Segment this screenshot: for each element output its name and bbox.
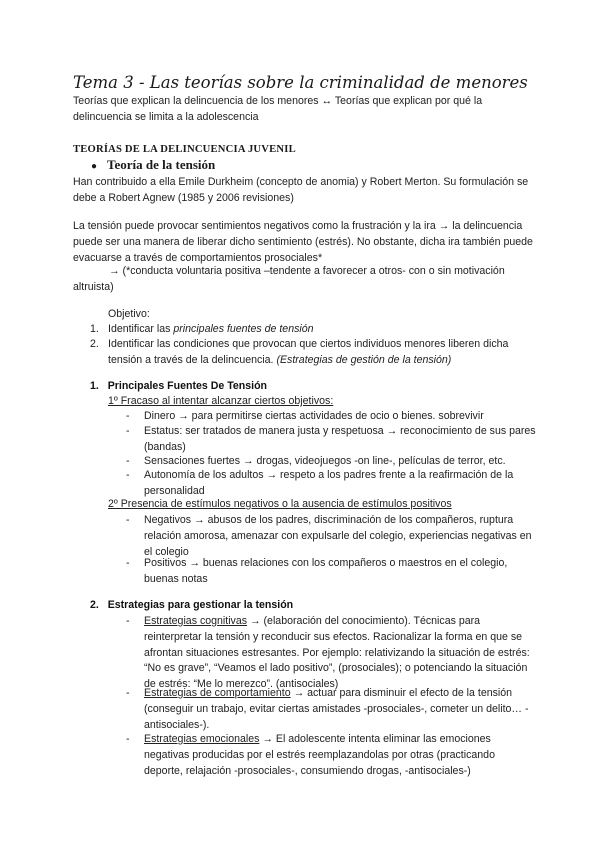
section-1-number: 1.	[90, 380, 99, 392]
objective-text-italic: (Estrategias de gestión de la tensión)	[276, 353, 452, 366]
strategy-text: → actuar para disminuir el efecto de la tensión (conseguir un trabajo, evitar ciertas amistades -prosociales-, cometer un delito… -antisociales-).	[144, 687, 529, 731]
list-item-text: Positivos → buenas relaciones con los compañeros o maestros en el colegio, buenas notas	[144, 557, 508, 585]
list-item	[126, 614, 536, 693]
list-item-text	[144, 686, 536, 733]
strategy-text: → (elaboración del conocimiento). Técnicas para reinterpretar la tensión y reconducir sus efectos. Racionalizar la forma en que se afrontan situaciones estresantes. Por ejemplo: relativizando la situación de estrés: “No es grave”, “Veamos el lado positivo”, (prosociales); o potenciando la situación de estrés: “Me lo merezco”. (antisociales)	[144, 615, 530, 691]
dash-icon: -	[126, 469, 130, 481]
objective-text-plain: Identificar las condiciones que provocan que ciertos individuos menores liberen dicha tensión a través de la delincuencia.	[108, 338, 509, 366]
list-item	[126, 686, 536, 733]
list-item-text: Estatus: ser tratados de manera justa y respetuosa → reconocimiento de sus pares (bandas)	[144, 425, 536, 453]
dash-icon: -	[126, 557, 130, 569]
strategy-label: Estrategias cognitivas	[144, 615, 248, 627]
page-title: Tema 3 - Las teorías sobre la criminalidad de menores	[73, 73, 528, 92]
dash-icon: -	[126, 455, 130, 467]
dash-icon: -	[126, 615, 130, 627]
section-2-number: 2.	[90, 599, 99, 611]
list-item	[126, 424, 536, 456]
section-1-sub-2: 2º Presencia de estímulos negativos o la ausencia de estímulos positivos	[108, 498, 452, 510]
tension-paragraph: La tensión puede provocar sentimientos negativos como la frustración y la ira → la delincuencia puede ser una manera de liberar dicho sentimiento (estrés). No obstante, dicha ira también puede evacuarse a través de comportamientos prosociales*	[73, 220, 533, 264]
section-2-heading	[90, 599, 293, 611]
list-item	[126, 468, 536, 500]
objective-item	[90, 322, 530, 338]
contributors-paragraph: Han contribuido a ella Emile Durkheim (concepto de anomia) y Robert Merton. Su formulación se debe a Robert Agnew (1985 y 2006 revisiones)	[73, 176, 529, 204]
section-heading: TEORÍAS DE LA DELINCUENCIA JUVENIL	[73, 144, 296, 155]
list-item-text	[144, 732, 536, 779]
objective-label: Objetivo:	[108, 308, 150, 320]
objective-text-plain: Identificar las	[108, 323, 174, 335]
list-item	[126, 556, 536, 588]
dash-icon: -	[126, 687, 130, 699]
objective-text	[108, 337, 530, 369]
list-item	[126, 732, 536, 779]
section-1-title: Principales Fuentes De Tensión	[107, 380, 268, 392]
dash-icon: -	[126, 425, 130, 437]
list-item	[126, 513, 536, 560]
list-item-text: Dinero → para permitirse ciertas actividades de ocio o bienes. sobrevivir	[144, 410, 484, 422]
list-item-text: Autonomía de los adultos → respeto a los padres frente a la reafirmación de la personalidad	[144, 469, 514, 497]
objective-text	[108, 322, 530, 338]
strategy-label: Estrategias emocionales	[144, 733, 260, 745]
dash-icon: -	[126, 733, 130, 745]
intro-paragraph: Teorías que explican la delincuencia de los menores ↔ Teorías que explican por qué la delincuencia se limita a la adolescencia	[73, 95, 483, 123]
section-1-sub-1: 1º Fracaso al intentar alcanzar ciertos objetivos:	[108, 395, 334, 407]
objective-number: 1.	[90, 323, 99, 335]
section-1-heading	[90, 380, 267, 392]
section-2-title: Estrategias para gestionar la tensión	[107, 599, 294, 611]
strategy-text: → El adolescente intenta eliminar las emociones negativas producidas por el estrés reemplazandolas por otras (practicando deporte, relajación -prosociales-, consumiendo drogas, -antisociales-)	[144, 733, 495, 777]
dash-icon: -	[126, 514, 130, 526]
objective-item	[90, 337, 530, 369]
objective-text-italic: principales fuentes de tensión	[173, 323, 314, 335]
bullet-icon: ●	[91, 161, 98, 172]
bullet-heading-text: Teoría de la tensión	[107, 157, 216, 172]
strategy-label: Estrategias de comportamiento	[144, 687, 291, 699]
list-item-text: Sensaciones fuertes → drogas, videojuegos -on line-, películas de terror, etc.	[144, 455, 506, 467]
list-item-text	[144, 614, 536, 693]
bullet-heading	[91, 157, 215, 173]
dash-icon: -	[126, 410, 130, 422]
objective-number: 2.	[90, 338, 99, 350]
tension-note: → (*conducta voluntaria positiva –tendente a favorecer a otros- con o sin motivación altruista)	[73, 265, 505, 293]
list-item-text: Negativos → abusos de los padres, discriminación de los compañeros, ruptura relación amorosa, amenazar con expulsarle del colegio, experiencias negativas en el colegio	[144, 514, 532, 558]
list-item	[126, 409, 536, 425]
